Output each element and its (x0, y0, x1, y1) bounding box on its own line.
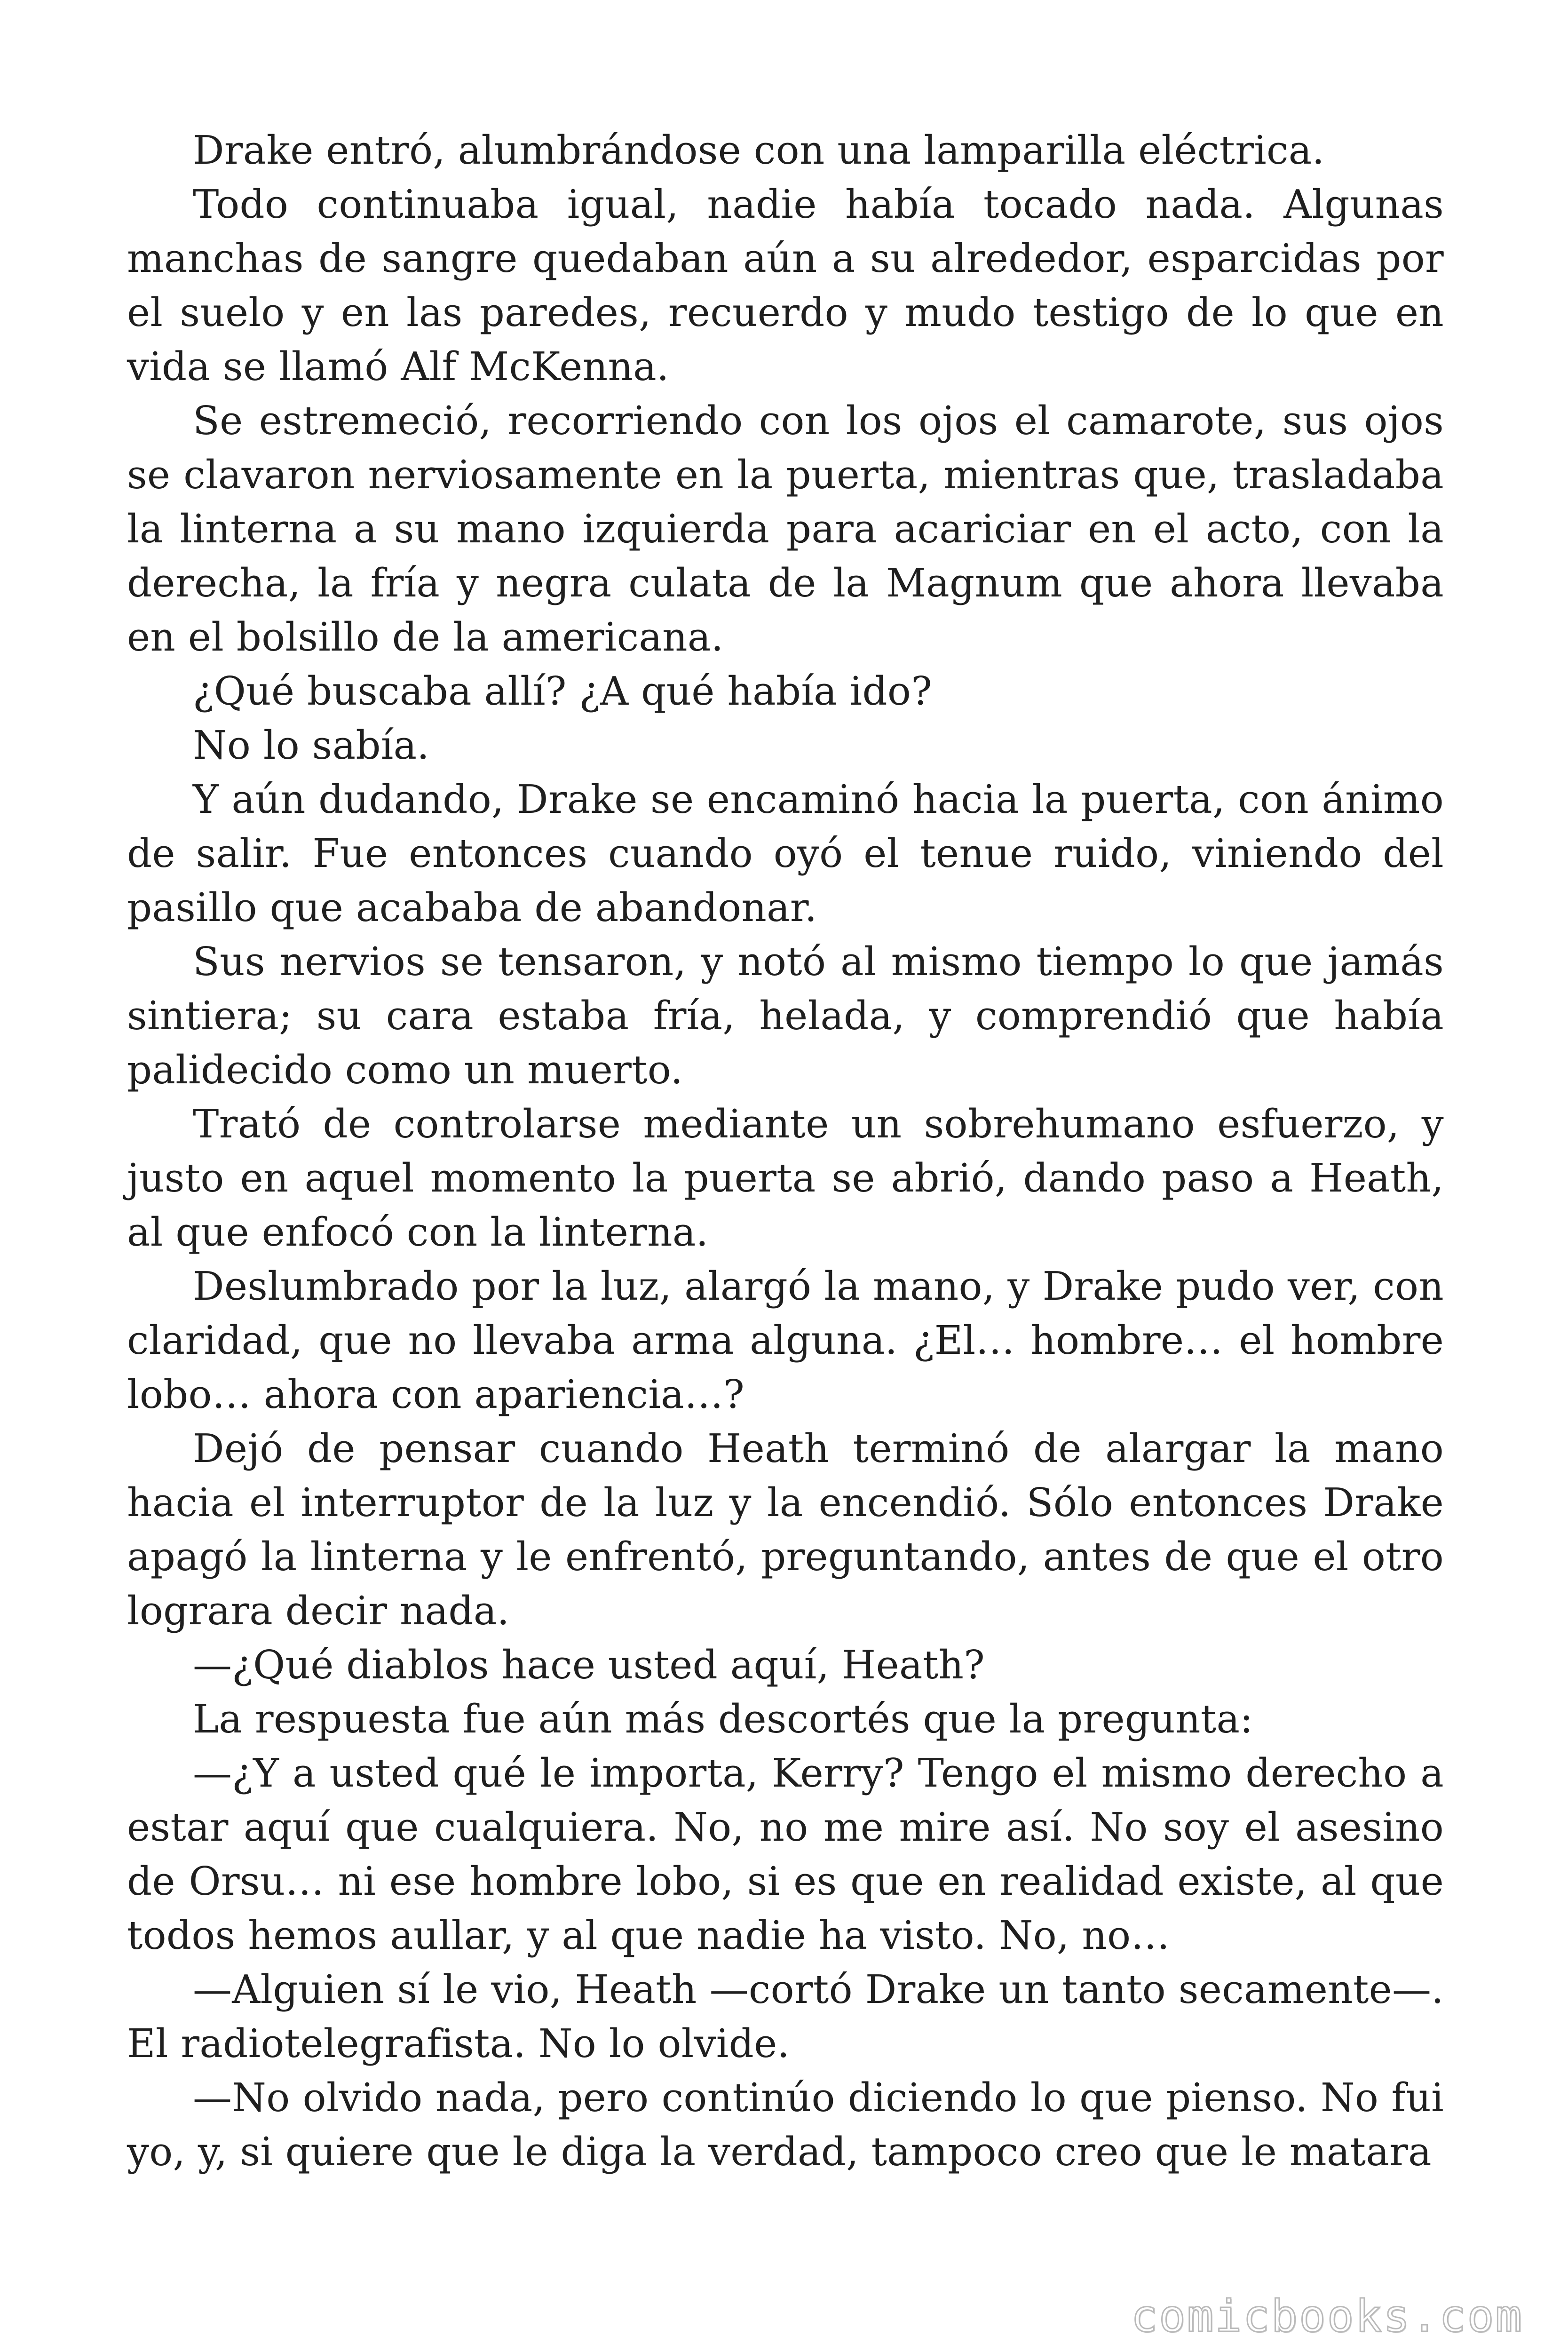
paragraph: ¿Qué buscaba allí? ¿A qué había ido? (193, 668, 932, 714)
paragraph: Deslumbrado por la luz, alargó la mano, y Drake pudo ver, con claridad, que no llevaba arma alguna. ¿El… hombre… el hombre lobo… ahora con apariencia…? (127, 1263, 1444, 1417)
body-text (127, 123, 1444, 2179)
paragraph: Y aún dudando, Drake se encaminó hacia la puerta, con ánimo de salir. Fue entonces cuando oyó el tenue ruido, viniendo del pasillo que acababa de abandonar. (127, 777, 1444, 930)
paragraph: —Alguien sí le vio, Heath —cortó Drake un tanto secamente—. El radiotelegrafista. No lo olvide. (127, 1967, 1444, 2066)
paragraph: Sus nervios se tensaron, y notó al mismo tiempo lo que jamás sintiera; su cara estaba fría, helada, y comprendió que había palidecido como un muerto. (127, 939, 1444, 1093)
watermark: comicbooks.com (1131, 2291, 1523, 2342)
paragraph: No lo sabía. (193, 723, 430, 768)
paragraph: Dejó de pensar cuando Heath terminó de alargar la mano hacia el interruptor de la luz y la encendió. Sólo entonces Drake apagó la linterna y le enfrentó, preguntando, antes de que el otro lograra decir nada. (127, 1426, 1444, 1634)
paragraph: —¿Y a usted qué le importa, Kerry? Tengo el mismo derecho a estar aquí que cualquiera. No, no me mire así. No soy el asesino de Orsu… ni ese hombre lobo, si es que en realidad existe, al que todos hemos aullar, y al que nadie ha visto. No, no… (127, 1750, 1444, 1958)
paragraph: Drake entró, alumbrándose con una lamparilla eléctrica. (193, 127, 1325, 173)
paragraph: Trató de controlarse mediante un sobrehumano esfuerzo, y justo en aquel momento la puerta se abrió, dando paso a Heath, al que enfocó con la linterna. (127, 1101, 1444, 1255)
paragraph: Todo continuaba igual, nadie había tocado nada. Algunas manchas de sangre quedaban aún a su alrededor, esparcidas por el suelo y en las paredes, recuerdo y mudo testigo de lo que en vida se llamó Alf McKenna. (127, 182, 1444, 389)
paragraph: —¿Qué diablos hace usted aquí, Heath? (193, 1642, 985, 1688)
paragraph: La respuesta fue aún más descortés que la pregunta: (193, 1696, 1253, 1742)
paragraph: —No olvido nada, pero continúo diciendo lo que pienso. No fui yo, y, si quiere que le diga la verdad, tampoco creo que le matara (127, 2075, 1444, 2175)
paragraph: Se estremeció, recorriendo con los ojos el camarote, sus ojos se clavaron nerviosamente en la puerta, mientras que, trasladaba la linterna a su mano izquierda para acariciar en el acto, con la derecha, la fría y negra culata de la Magnum que ahora llevaba en el bolsillo de la americana. (127, 398, 1444, 660)
